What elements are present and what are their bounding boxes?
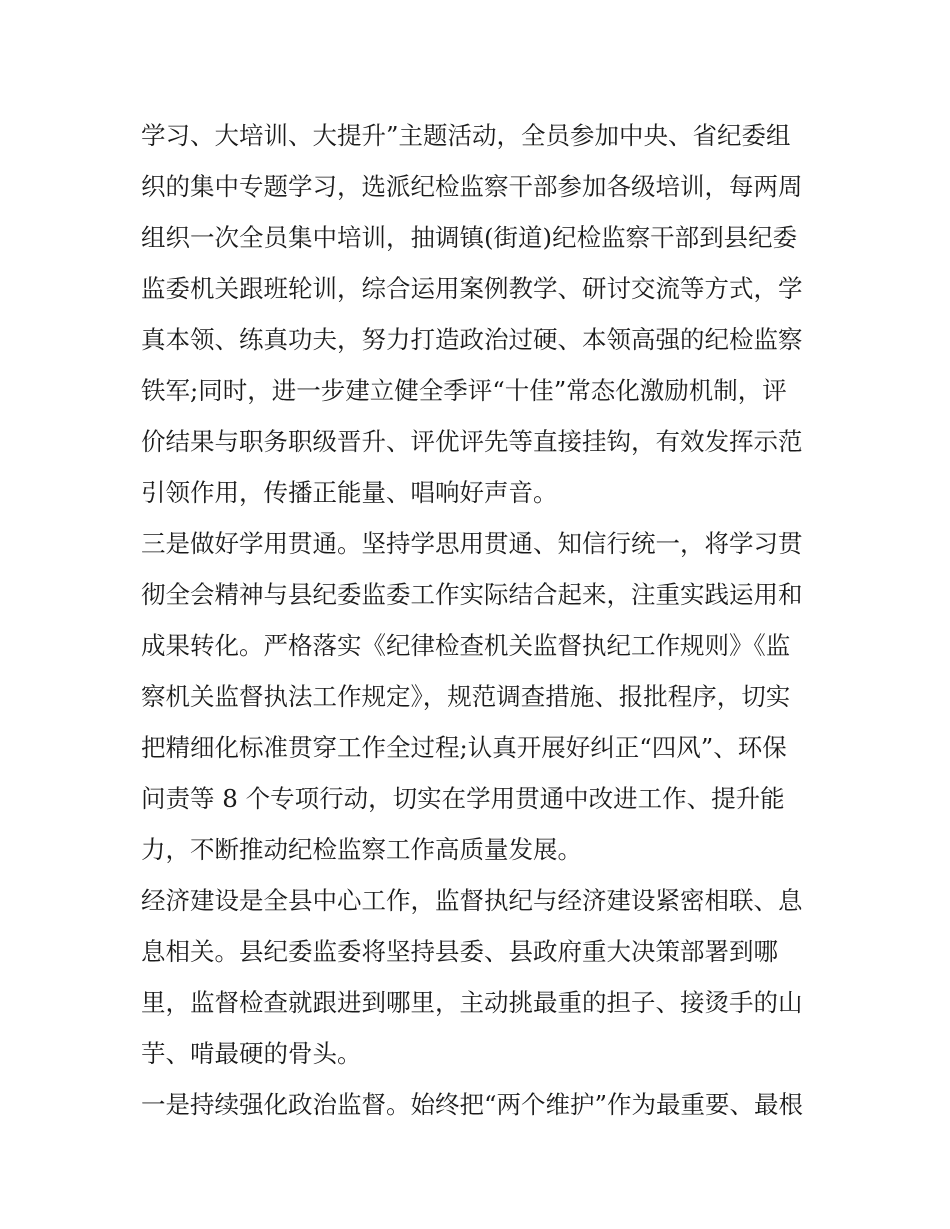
text-line: 织的集中专题学习，选派纪检监察干部参加各级培训，每两周	[141, 172, 803, 201]
text-line: 真本领、练真功夫，努力打造政治过硬、本领高强的纪检监察	[141, 325, 803, 354]
text-line: 息相关。县纪委监委将坚持县委、县政府重大决策部署到哪	[141, 937, 778, 966]
text-line: 察机关监督执法工作规定》，规范调查措施、报批程序，切实	[141, 682, 791, 711]
text-line: 里，监督检查就跟进到哪里，主动挑最重的担子、接烫手的山	[141, 988, 803, 1017]
text-line: 彻全会精神与县纪委监委工作实际结合起来，注重实践运用和	[141, 580, 803, 609]
text-line: 学习、大培训、大提升”主题活动，全员参加中央、省纪委组	[141, 121, 791, 150]
text-line: 价结果与职务职级晋升、评优评先等直接挂钩，有效发挥示范	[141, 427, 803, 456]
text-line: 铁军;同时，进一步建立健全季评“十佳”常态化激励机制，评	[141, 376, 787, 405]
text-line: 三是做好学用贯通。坚持学思用贯通、知信行统一，将学习贯	[141, 529, 803, 558]
text-line: 芋、啃最硬的骨头。	[141, 1039, 362, 1068]
text-line: 组织一次全员集中培训，抽调镇(街道)纪检监察干部到县纪委	[141, 223, 798, 252]
text-line: 成果转化。严格落实《纪律检查机关监督执纪工作规则》《监	[141, 631, 791, 660]
text-line: 力，不断推动纪检监察工作高质量发展。	[141, 835, 582, 864]
text-line: 监委机关跟班轮训，综合运用案例教学、研讨交流等方式，学	[141, 274, 803, 303]
body-text	[141, 110, 831, 1130]
text-line: 把精细化标准贯穿工作全过程;认真开展好纠正“四风”、环保	[141, 733, 787, 762]
text-line: 引领作用，传播正能量、唱响好声音。	[141, 478, 558, 507]
text-line: 经济建设是全县中心工作，监督执纪与经济建设紧密相联、息	[141, 886, 803, 915]
text-line: 问责等 8 个专项行动，切实在学用贯通中改进工作、提升能	[141, 784, 785, 813]
text-line: 一是持续强化政治监督。始终把“两个维护”作为最重要、最根	[141, 1090, 804, 1119]
